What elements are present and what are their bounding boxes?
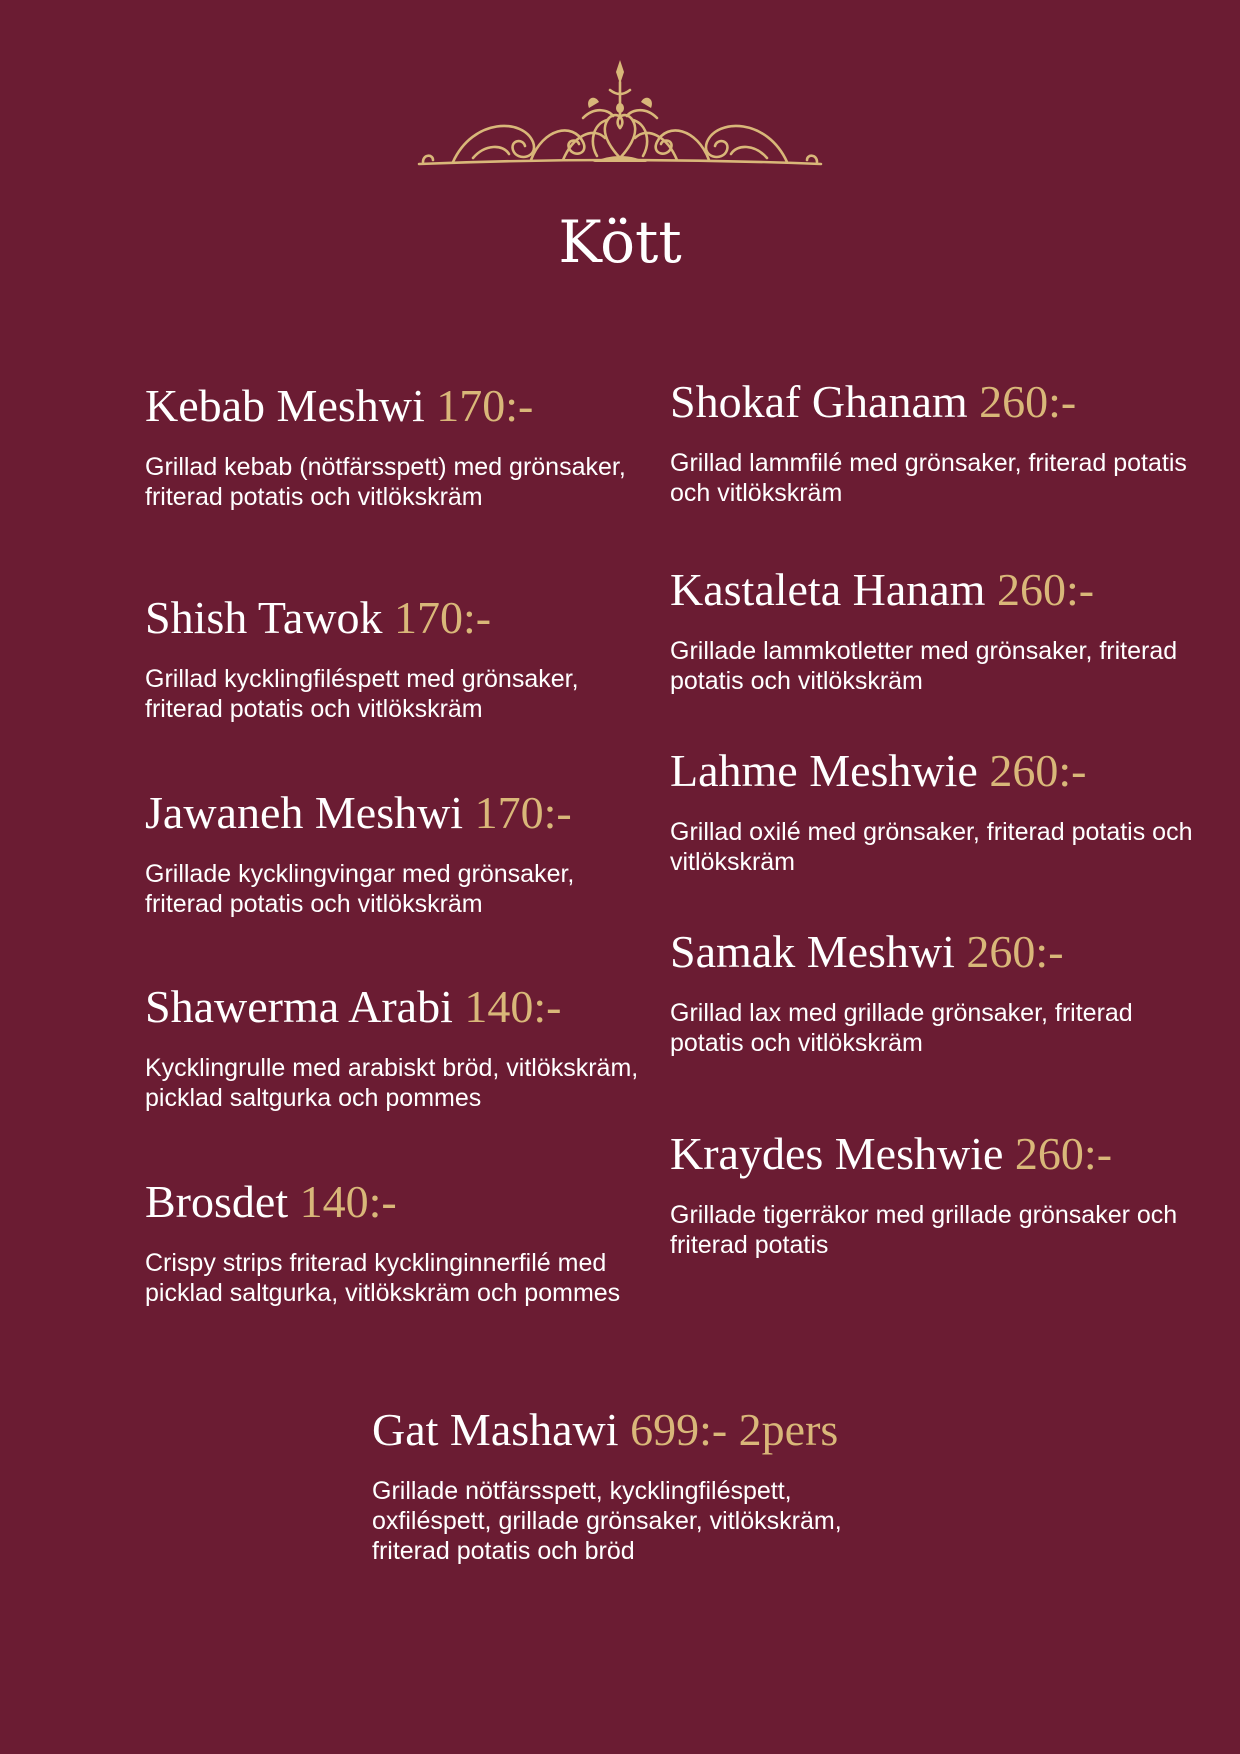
menu-item-price: 140:- [299, 1176, 397, 1227]
menu-item-heading [670, 1126, 1210, 1182]
menu-item-name: Shokaf Ghanam [670, 376, 968, 427]
menu-item-heading [670, 924, 1210, 980]
menu-item-name: Kastaleta Hanam [670, 564, 986, 615]
menu-item-description: Grillad kycklingfiléspett med grönsaker, friterad potatis och vitlökskräm [145, 665, 579, 723]
menu-item-description: Grillade kycklingvingar med grönsaker, friterad potatis och vitlökskräm [145, 860, 575, 918]
menu-item-name: Brosdet [145, 1176, 289, 1227]
menu-item [145, 1174, 645, 1308]
menu-item-price: 260:- [996, 564, 1095, 615]
menu-item-name: Kraydes Meshwie [670, 1128, 1004, 1179]
menu-item-description: Grillade lammkotletter med grönsaker, friterad potatis och vitlökskräm [670, 637, 1178, 695]
menu-item-name: Gat Mashawi [372, 1404, 619, 1455]
menu-item [670, 374, 1210, 508]
menu-item-name: Samak Meshwi [670, 926, 955, 977]
menu-item [145, 590, 645, 724]
menu-item [145, 979, 645, 1113]
menu-item-price: 170:- [474, 787, 572, 838]
menu-item-name: Shish Tawok [145, 592, 383, 643]
menu-item-price: 699:- 2pers [630, 1404, 839, 1455]
menu-item-heading [670, 562, 1210, 618]
featured-menu-item [372, 1402, 912, 1566]
menu-item-description: Grillad lammfilé med grönsaker, friterad potatis och vitlökskräm [670, 449, 1187, 507]
page-title: Kött [558, 208, 682, 276]
menu-item-price: 260:- [966, 926, 1064, 977]
gold-flourish-ornament-icon [413, 58, 827, 170]
menu-item-price: 170:- [436, 380, 534, 431]
menu-item-name: Jawaneh Meshwi [145, 787, 464, 838]
menu-item-description: Grillad lax med grillade grönsaker, friterad potatis och vitlökskräm [670, 999, 1133, 1057]
menu-item-description: Crispy strips friterad kycklinginnerfilé med picklad saltgurka, vitlökskräm och pommes [145, 1249, 621, 1307]
menu-item-name: Shawerma Arabi [145, 981, 453, 1032]
menu-item-price: 260:- [979, 376, 1077, 427]
menu-item-heading [145, 785, 645, 841]
menu-item [670, 743, 1210, 877]
menu-item [145, 378, 645, 512]
menu-item-heading [145, 979, 645, 1035]
menu-item-description: Grillad kebab (nötfärsspett) med grönsaker, friterad potatis och vitlökskräm [145, 453, 626, 511]
menu-item-name: Kebab Meshwi [145, 380, 425, 431]
menu-item-heading [670, 374, 1210, 430]
menu-item-name: Lahme Meshwie [670, 745, 978, 796]
menu-item-heading [145, 590, 645, 646]
menu-item [670, 1126, 1210, 1260]
menu-item-price: 260:- [1014, 1128, 1113, 1179]
menu-item-heading [670, 743, 1210, 799]
menu-item [670, 924, 1210, 1058]
menu-item-heading [145, 378, 645, 434]
menu-item [145, 785, 645, 919]
menu-item-heading [372, 1402, 912, 1458]
menu-item-price: 140:- [464, 981, 562, 1032]
menu-item-description: Grillade tigerräkor med grillade grönsaker och friterad potatis [670, 1201, 1178, 1259]
menu-item-heading [145, 1174, 645, 1230]
menu-item-price: 170:- [393, 592, 492, 643]
menu-item-description: Grillad oxilé med grönsaker, friterad potatis och vitlökskräm [670, 818, 1193, 876]
menu-item [670, 562, 1210, 696]
menu-item-description: Grillade nötfärsspett, kycklingfiléspett, oxfiléspett, grillade grönsaker, vitlökskräm, friterad potatis och bröd [372, 1477, 842, 1565]
menu-item-price: 260:- [989, 745, 1087, 796]
menu-item-description: Kycklingrulle med arabiskt bröd, vitlökskräm, picklad saltgurka och pommes [145, 1054, 639, 1112]
